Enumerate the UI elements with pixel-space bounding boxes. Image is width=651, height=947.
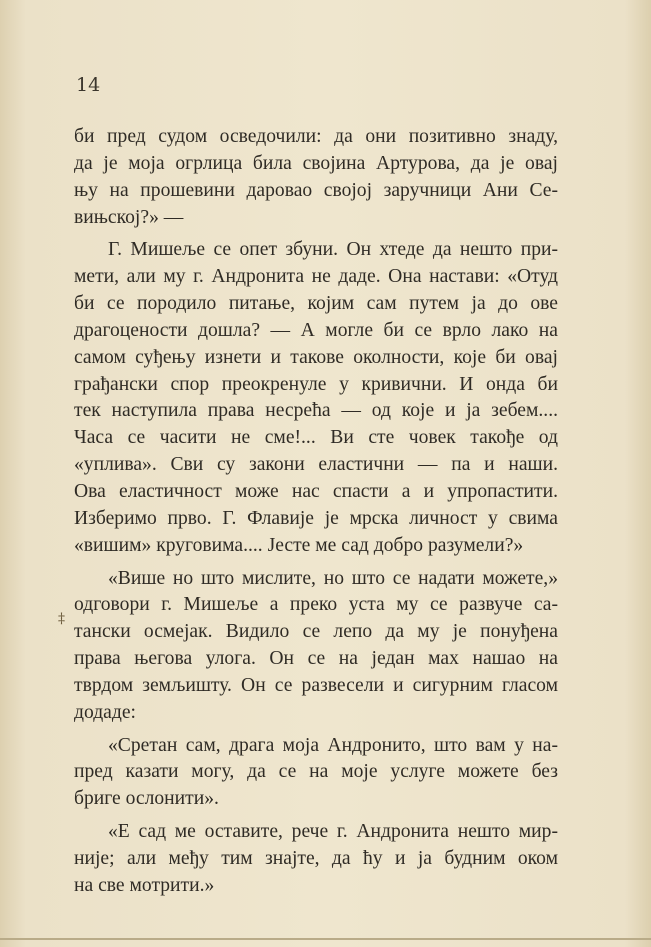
text-line: Г. Мишеље се опет збуни. Он хтеде да нешто при- xyxy=(108,239,558,261)
text-line: тврдом земљишту. Он се развесели и сигурним гласом xyxy=(74,674,558,696)
body-text xyxy=(74,124,558,900)
text-line: «вишим» круговима.... Јесте ме сад добро разумели?» xyxy=(74,534,524,556)
text-line: «Више но што мислите, но што се надати можете,» xyxy=(108,567,558,589)
paragraph xyxy=(74,566,558,727)
text-line: да је моја огрлица била својина Артурова, да је овај xyxy=(74,152,558,174)
text-line: права његова улога. Он се на један мах нашао на xyxy=(74,648,558,670)
text-line: тек наступила права несрећа — од које и ја зебем.... xyxy=(74,400,558,422)
text-line: није; али међу тим знајте, да ћу и ја будним оком xyxy=(74,847,558,869)
text-line: Часа се часити не сме!... Ви сте човек такође од xyxy=(74,427,558,449)
text-line: би пред судом осведочили: да они позитивно знаду, xyxy=(74,126,558,147)
text-line: «Е сад ме оставите, рече г. Андронита нешто мир- xyxy=(108,821,558,843)
paragraph xyxy=(74,733,558,814)
text-line: бриге ослонити». xyxy=(74,788,219,810)
text-line: на све мотрити.» xyxy=(74,874,215,896)
paragraph xyxy=(74,124,558,231)
text-line: пред казати могу, да се на моје услуге можете без xyxy=(74,761,558,783)
text-line: Ова еластичност може нас спасти а и упропастити. xyxy=(74,480,558,502)
page-bottom-edge xyxy=(0,938,651,940)
margin-mark: ‡ xyxy=(58,611,65,627)
text-line: мети, али му г. Андронита не даде. Она настави: «Отуд xyxy=(74,266,558,288)
text-line: самом суђењу изнети и такове околности, које би овај xyxy=(74,346,558,368)
text-line: одговори г. Мишеље а преко уста му се развуче са- xyxy=(74,594,558,616)
text-line: драгоцености дошла? — А могле би се врло лако на xyxy=(74,319,558,341)
text-line: би се породило питање, којим сам путем ја до ове xyxy=(74,293,558,315)
paragraph xyxy=(74,237,558,559)
text-line: вињској?» — xyxy=(74,206,184,228)
text-line: тански осмејак. Видило се лепо да му је понуђена xyxy=(74,621,558,643)
text-line: «уплива». Сви су закони еластични — па и наши. xyxy=(74,454,558,476)
text-line: Изберимо прво. Г. Флавије је мрска личност у свима xyxy=(74,507,558,529)
text-line: њу на прошевини даровао својој заручници Ани Се- xyxy=(74,179,558,201)
text-line: грађански спор преокренуле у кривични. И онда би xyxy=(74,373,558,395)
page-number: 14 xyxy=(76,74,101,96)
text-line: «Сретан сам, драга моја Андронито, што вам у на- xyxy=(108,734,558,756)
paragraph xyxy=(74,819,558,900)
text-line: додаде: xyxy=(74,701,136,723)
